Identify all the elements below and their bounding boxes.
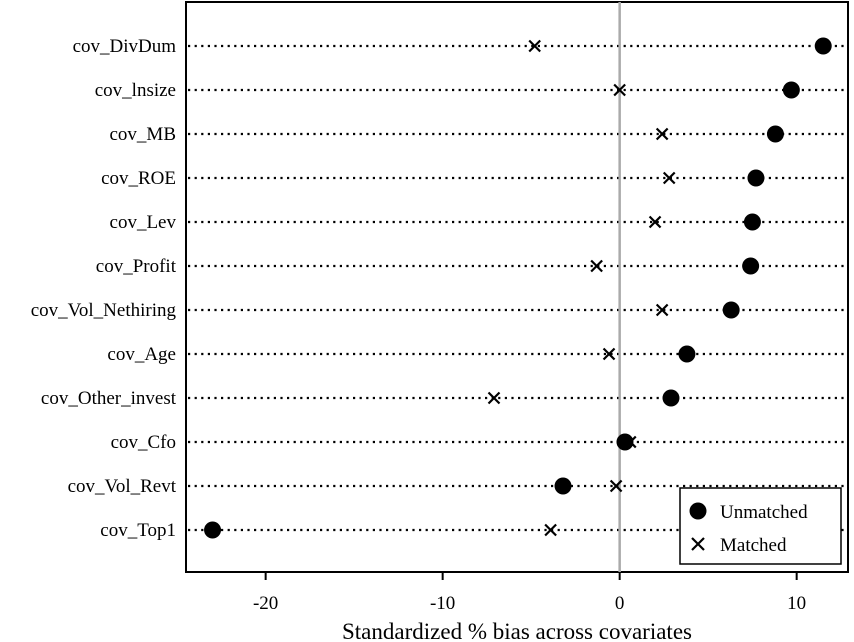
x-axis-label: Standardized % bias across covariates xyxy=(342,619,692,642)
unmatched-point xyxy=(662,390,679,407)
unmatched-point xyxy=(744,214,761,231)
y-tick-label: cov_Profit xyxy=(95,256,176,277)
y-tick-label: cov_lnsize xyxy=(94,80,176,101)
y-tick-label: cov_Vol_Nethiring xyxy=(30,300,176,321)
legend xyxy=(680,488,841,564)
unmatched-point xyxy=(616,434,633,451)
y-tick-label: cov_Other_invest xyxy=(40,388,176,409)
y-tick-label: cov_Cfo xyxy=(110,432,176,453)
unmatched-point xyxy=(204,522,221,539)
plot-frame xyxy=(186,2,848,572)
y-tick-label: cov_Vol_Revt xyxy=(67,476,176,497)
x-axis-ticks xyxy=(253,572,806,614)
x-tick-label: -20 xyxy=(252,593,279,614)
legend-matched-label: Matched xyxy=(720,535,787,556)
matched-point xyxy=(488,393,499,404)
y-tick-label: cov_DivDum xyxy=(72,36,176,57)
y-tick-label: cov_MB xyxy=(109,124,176,145)
row-lines xyxy=(188,46,846,530)
unmatched-point xyxy=(723,302,740,319)
y-tick-label: cov_Top1 xyxy=(100,520,176,541)
matched-markers xyxy=(488,41,674,536)
legend-unmatched-marker xyxy=(690,503,707,520)
x-tick-label: 10 xyxy=(787,593,807,614)
x-tick-label: 0 xyxy=(614,593,625,614)
unmatched-point xyxy=(678,346,695,363)
unmatched-point xyxy=(555,478,572,495)
y-tick-label: cov_ROE xyxy=(101,168,176,189)
matched-point xyxy=(545,525,556,536)
unmatched-point xyxy=(783,82,800,99)
unmatched-markers xyxy=(204,38,832,539)
y-axis-labels xyxy=(31,36,177,541)
y-tick-label: cov_Age xyxy=(107,344,176,365)
unmatched-point xyxy=(747,170,764,187)
matched-point xyxy=(591,261,602,272)
unmatched-point xyxy=(767,126,784,143)
unmatched-point xyxy=(742,258,759,275)
y-tick-label: cov_Lev xyxy=(109,212,176,233)
x-tick-label: -10 xyxy=(429,593,456,614)
unmatched-point xyxy=(815,38,832,55)
legend-unmatched-label: Unmatched xyxy=(720,502,808,523)
